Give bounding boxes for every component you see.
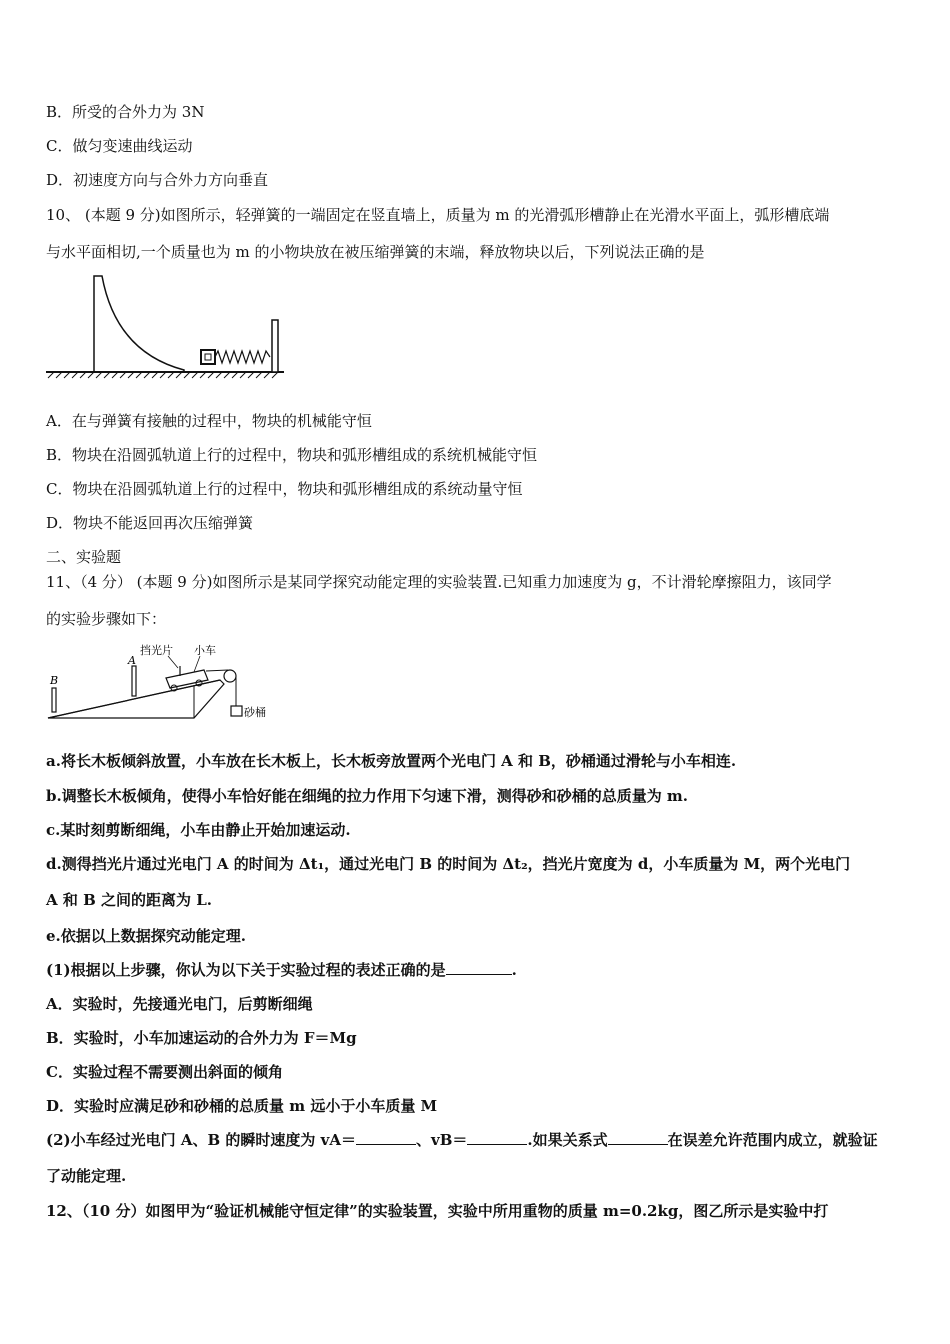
q10-option-d: D．物块不能返回再次压缩弹簧	[46, 514, 254, 532]
answer-blank-1[interactable]	[446, 960, 512, 975]
q11-step-d-cont: A 和 B 之间的距离为 L.	[46, 891, 212, 909]
q9-option-d: D．初速度方向与合外力方向垂直	[46, 171, 269, 189]
q11-step-a: a.将长木板倾斜放置，小车放在长木板上，长木板旁放置两个光电门 A 和 B，砂桶通过滑轮与小车相连.	[46, 752, 737, 770]
gate-b	[52, 688, 56, 712]
q11-step-e: e.依据以上数据探究动能定理.	[46, 927, 246, 945]
q11-part1-option-b: B．实验时，小车加速运动的合外力为 F＝Mg	[46, 1029, 357, 1047]
q12-stem-line1: 12、（10 分）如图甲为“验证机械能守恒定律”的实验装置，实验中所用重物的质量 m=0.2kg，图乙所示是实验中打	[46, 1202, 829, 1220]
q10-figure	[44, 272, 294, 382]
arc-groove	[94, 276, 184, 372]
wall	[272, 320, 278, 372]
bucket-label: 砂桶	[244, 706, 266, 719]
spring	[215, 351, 270, 363]
sand-bucket	[231, 706, 242, 716]
q11-part1-option-c: C．实验过程不需要测出斜面的倾角	[46, 1063, 283, 1081]
cart-label: 小车	[194, 644, 216, 657]
part2-text-b: 、vB＝	[415, 1131, 468, 1149]
q10-stem-line1: 10、 (本题 9 分)如图所示，轻弹簧的一端固定在竖直墙上，质量为 m 的光滑弧形槽静止在光滑水平面上，弧形槽底端	[46, 206, 830, 224]
q11-step-c: c.某时刻剪断细绳，小车由静止开始加速运动.	[46, 821, 351, 839]
shutter-label: 挡光片	[140, 644, 173, 657]
pulley	[224, 670, 236, 682]
part1-text: (1)根据以上步骤，你认为以下关于实验过程的表述正确的是	[46, 961, 446, 979]
section-title: 二、实验题	[46, 548, 122, 566]
q11-stem-line2: 的实验步骤如下：	[46, 610, 167, 628]
answer-blank-vb[interactable]	[467, 1130, 527, 1145]
gate-a-label: A	[128, 654, 136, 667]
q11-part1-stem	[46, 960, 517, 980]
q11-step-d: d.测得挡光片通过光电门 A 的时间为 Δt₁，通过光电门 B 的时间为 Δt₂，挡光片宽度为 d，小车质量为 M，两个光电门	[46, 855, 851, 873]
q10-option-b: B．物块在沿圆弧轨道上行的过程中，物块和弧形槽组成的系统机械能守恒	[46, 446, 538, 464]
small-block	[201, 350, 215, 364]
q9-option-c: C．做匀变速曲线运动	[46, 137, 193, 155]
answer-blank-relation[interactable]	[608, 1130, 668, 1145]
q10-option-a: A．在与弹簧有接触的过程中，物块的机械能守恒	[46, 412, 372, 430]
q11-part1-option-a: A．实验时，先接通光电门，后剪断细绳	[46, 995, 313, 1013]
answer-blank-va[interactable]	[356, 1130, 416, 1145]
q11-figure	[44, 638, 294, 724]
part2-text-a: (2)小车经过光电门 A、B 的瞬时速度为 vA＝	[46, 1131, 356, 1149]
q10-option-c: C．物块在沿圆弧轨道上行的过程中，物块和弧形槽组成的系统动量守恒	[46, 480, 523, 498]
q9-option-b: B．所受的合外力为 3N	[46, 103, 205, 121]
part1-end: .	[511, 961, 517, 979]
q10-stem-line2: 与水平面相切,一个质量也为 m 的小物块放在被压缩弹簧的末端，释放物块以后，下列说法正确的是	[46, 243, 705, 261]
gate-a	[132, 666, 136, 696]
q11-step-b: b.调整长木板倾角，使得小车恰好能在细绳的拉力作用下匀速下滑，测得砂和砂桶的总质量为 m.	[46, 787, 689, 805]
part2-text-d: 在误差允许范围内成立，就验证	[667, 1131, 878, 1149]
q11-part2-line2: 了动能定理.	[46, 1167, 127, 1185]
gate-b-label: B	[50, 674, 59, 687]
q11-part1-option-d: D．实验时应满足砂和砂桶的总质量 m 远小于小车质量 M	[46, 1097, 438, 1115]
q11-part2	[46, 1130, 878, 1150]
q11-stem-line1: 11、（4 分） (本题 9 分)如图所示是某同学探究动能定理的实验装置.已知重力加速度为 g，不计滑轮摩擦阻力，该同学	[46, 573, 832, 591]
part2-text-c: .如果关系式	[527, 1131, 608, 1149]
